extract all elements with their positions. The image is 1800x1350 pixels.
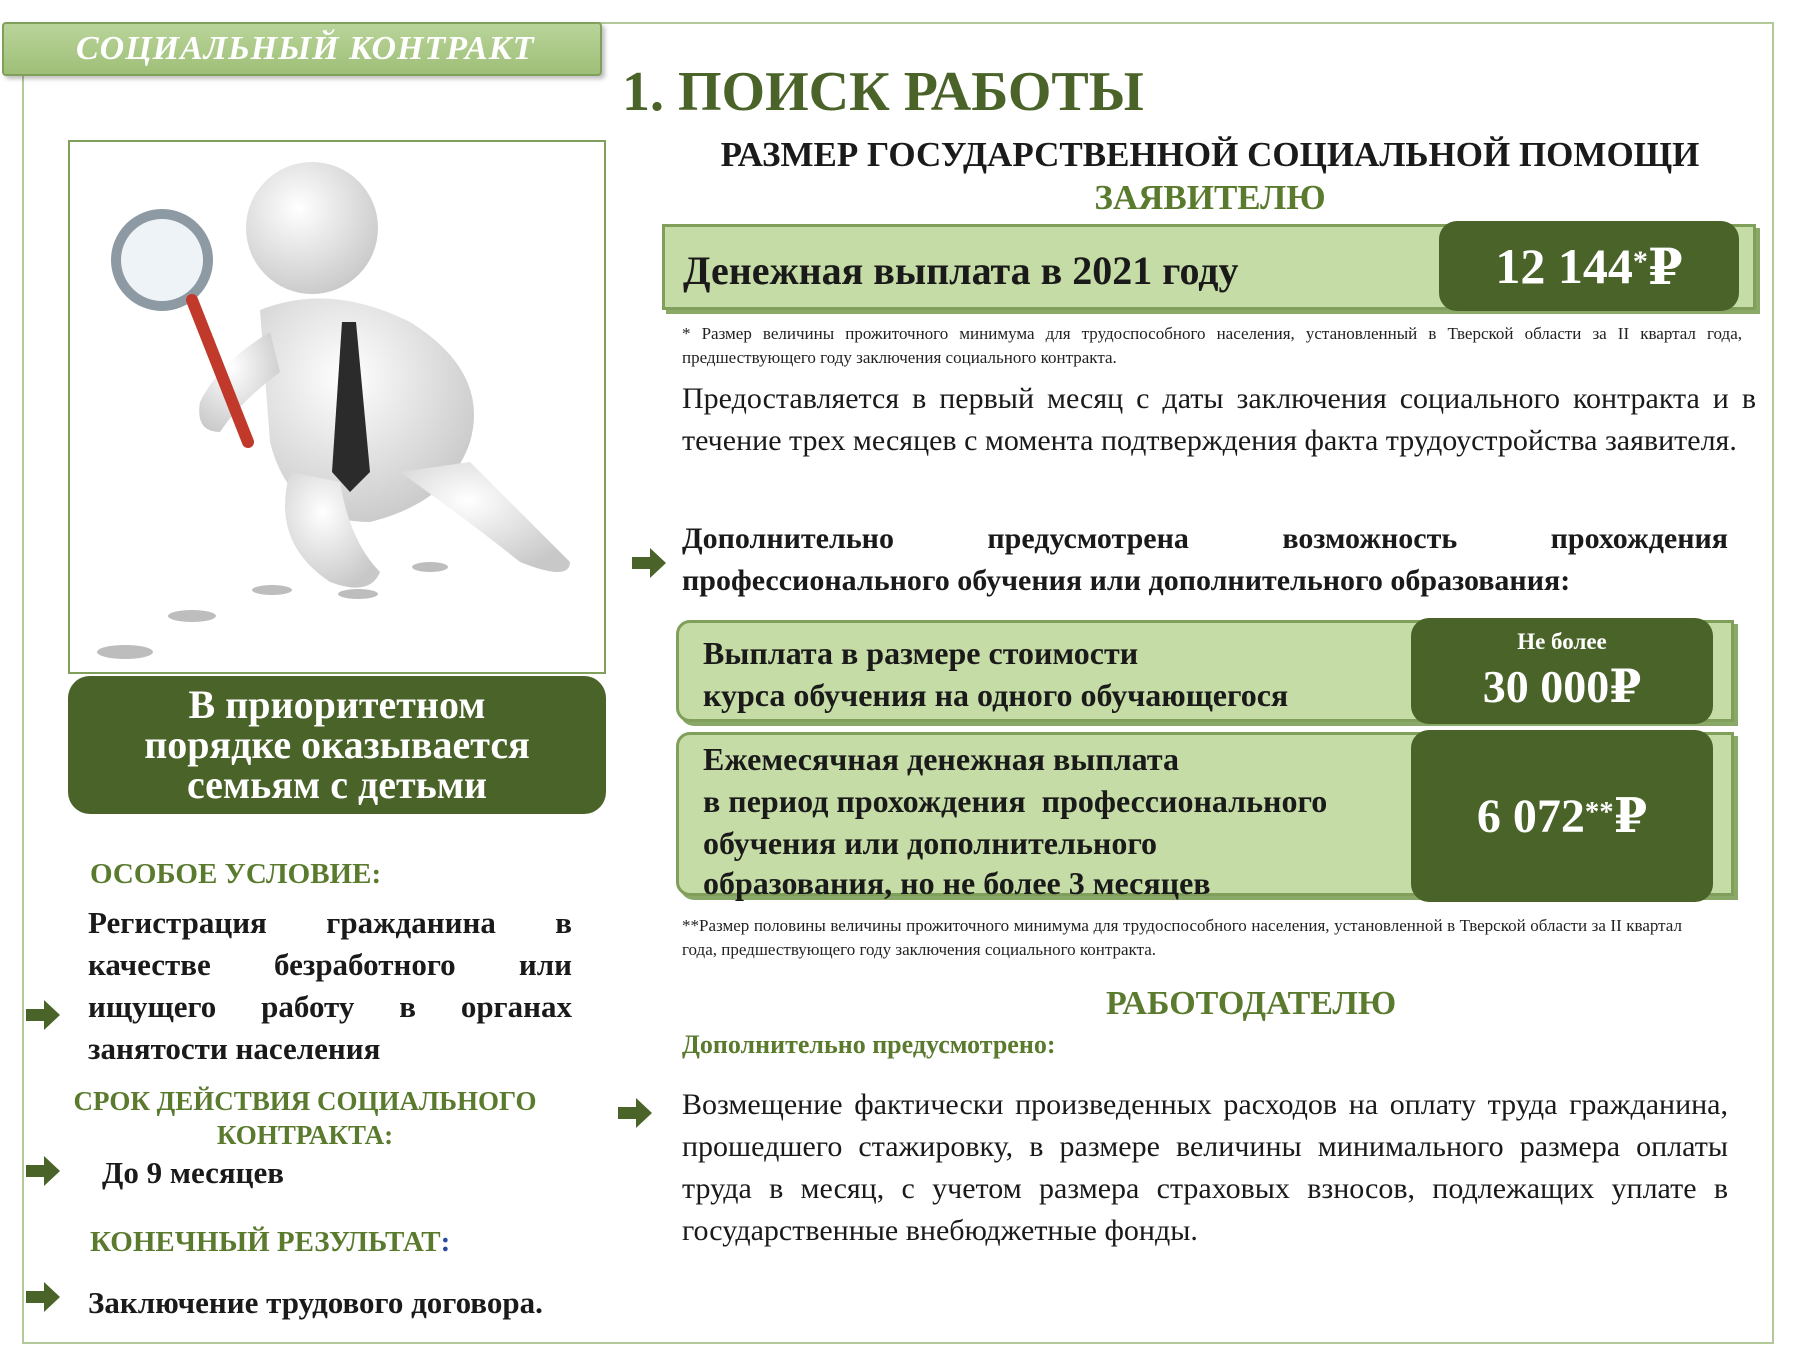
man-with-magnifier-icon — [70, 142, 604, 672]
arrow-icon — [26, 1282, 60, 1312]
monthly-payment-line2: в период прохождения профессионального — [703, 783, 1328, 819]
payment-2021-badge — [1439, 221, 1739, 311]
arrow-icon — [632, 548, 666, 578]
special-condition-text: Регистрация гражданина в качестве безработного или ищущего работу в органах занятости населения — [88, 905, 572, 1066]
monthly-payment-amount: 6 072 — [1476, 789, 1585, 843]
monthly-payment-currency: ₽ — [1613, 790, 1648, 843]
page-title: 1. ПОИСК РАБОТЫ — [622, 61, 1144, 123]
priority-line3: семьям с детьми — [186, 762, 488, 807]
monthly-payment-line1: Ежемесячная денежная выплата — [703, 741, 1179, 777]
employer-text: Возмещение фактически произведенных расходов на оплату труда гражданина, прошедшего стажировку, в размере величины минимального размера оплаты труда в месяц, с учетом размера страховых взносов, подлежащих уплате в государственные внебюджетные фонды. — [682, 1088, 1728, 1247]
arrow-icon — [26, 1156, 60, 1186]
priority-line2: порядке оказывается — [144, 722, 530, 767]
course-payment-line2: курса обучения на одного обучающегося — [703, 677, 1289, 713]
priority-line1: В приоритетном — [188, 682, 486, 727]
subtitle-applicant: ЗАЯВИТЕЛЮ — [1094, 178, 1326, 217]
course-payment-line1: Выплата в размере стоимости — [703, 635, 1139, 671]
payment-2021-currency: ₽ — [1647, 238, 1683, 295]
term-text: До 9 месяцев — [102, 1155, 284, 1190]
section-tag: СОЦИАЛЬНЫЙ КОНТРАКТ — [2, 22, 602, 76]
footnote-2: **Размер половины величины прожиточного минимума для трудоспособного населения, установленной в Тверской области за II квартал года, предшествующего году заключения социального контракта. — [682, 916, 1682, 959]
result-heading — [90, 1226, 450, 1259]
search-illustration — [68, 140, 606, 674]
additional-paragraph: Дополнительно предусмотрена возможность прохождения профессионального обучения или дополнительного образования: — [682, 522, 1728, 597]
result-text: Заключение трудового договора. — [88, 1285, 543, 1320]
monthly-payment-line3: обучения или дополнительного — [703, 825, 1158, 861]
footnote-1: * Размер величины прожиточного минимума для трудоспособного населения, установленный в Тверской области за II квартал года, предшествующего году заключения социального контракта. — [682, 324, 1742, 367]
arrow-icon — [26, 1000, 60, 1030]
monthly-payment-bar — [676, 732, 1734, 901]
term-heading-line2: КОНТРАКТА: — [216, 1120, 394, 1150]
monthly-payment-mark: ** — [1584, 795, 1614, 828]
result-heading-colon: : — [440, 1226, 451, 1258]
course-payment-bar — [676, 620, 1734, 722]
payment-2021-bar — [662, 224, 1756, 310]
subtitle: РАЗМЕР ГОСУДАРСТВЕННОЙ СОЦИАЛЬНОЙ ПОМОЩИ — [720, 135, 1700, 174]
payment-2021-mark: * — [1632, 245, 1648, 278]
provided-paragraph: Предоставляется в первый месяц с даты заключения социального контракта и в течение трех месяцев с момента подтверждения факта трудоустройства заявителя. — [682, 382, 1756, 457]
course-payment-limit: Не более — [1517, 629, 1607, 654]
term-heading — [66, 1084, 544, 1152]
arrow-icon — [618, 1098, 652, 1128]
employer-heading: РАБОТОДАТЕЛЮ — [1106, 985, 1397, 1022]
monthly-payment-line4: образования, но не более 3 месяцев — [703, 865, 1211, 901]
payment-2021-amount: 12 144 — [1495, 238, 1633, 294]
payment-2021-label: Денежная выплата в 2021 году — [683, 248, 1239, 293]
term-heading-line1: СРОК ДЕЙСТВИЯ СОЦИАЛЬНОГО — [73, 1086, 537, 1116]
result-heading-text: КОНЕЧНЫЙ РЕЗУЛЬТАТ — [90, 1226, 441, 1258]
monthly-payment-badge — [1411, 730, 1713, 902]
special-condition-heading: ОСОБОЕ УСЛОВИЕ: — [90, 858, 382, 890]
employer-subheading: Дополнительно предусмотрено: — [682, 1030, 1056, 1059]
course-payment-badge — [1411, 618, 1713, 724]
course-payment-amount: 30 000₽ — [1482, 661, 1642, 712]
priority-box — [68, 676, 606, 814]
